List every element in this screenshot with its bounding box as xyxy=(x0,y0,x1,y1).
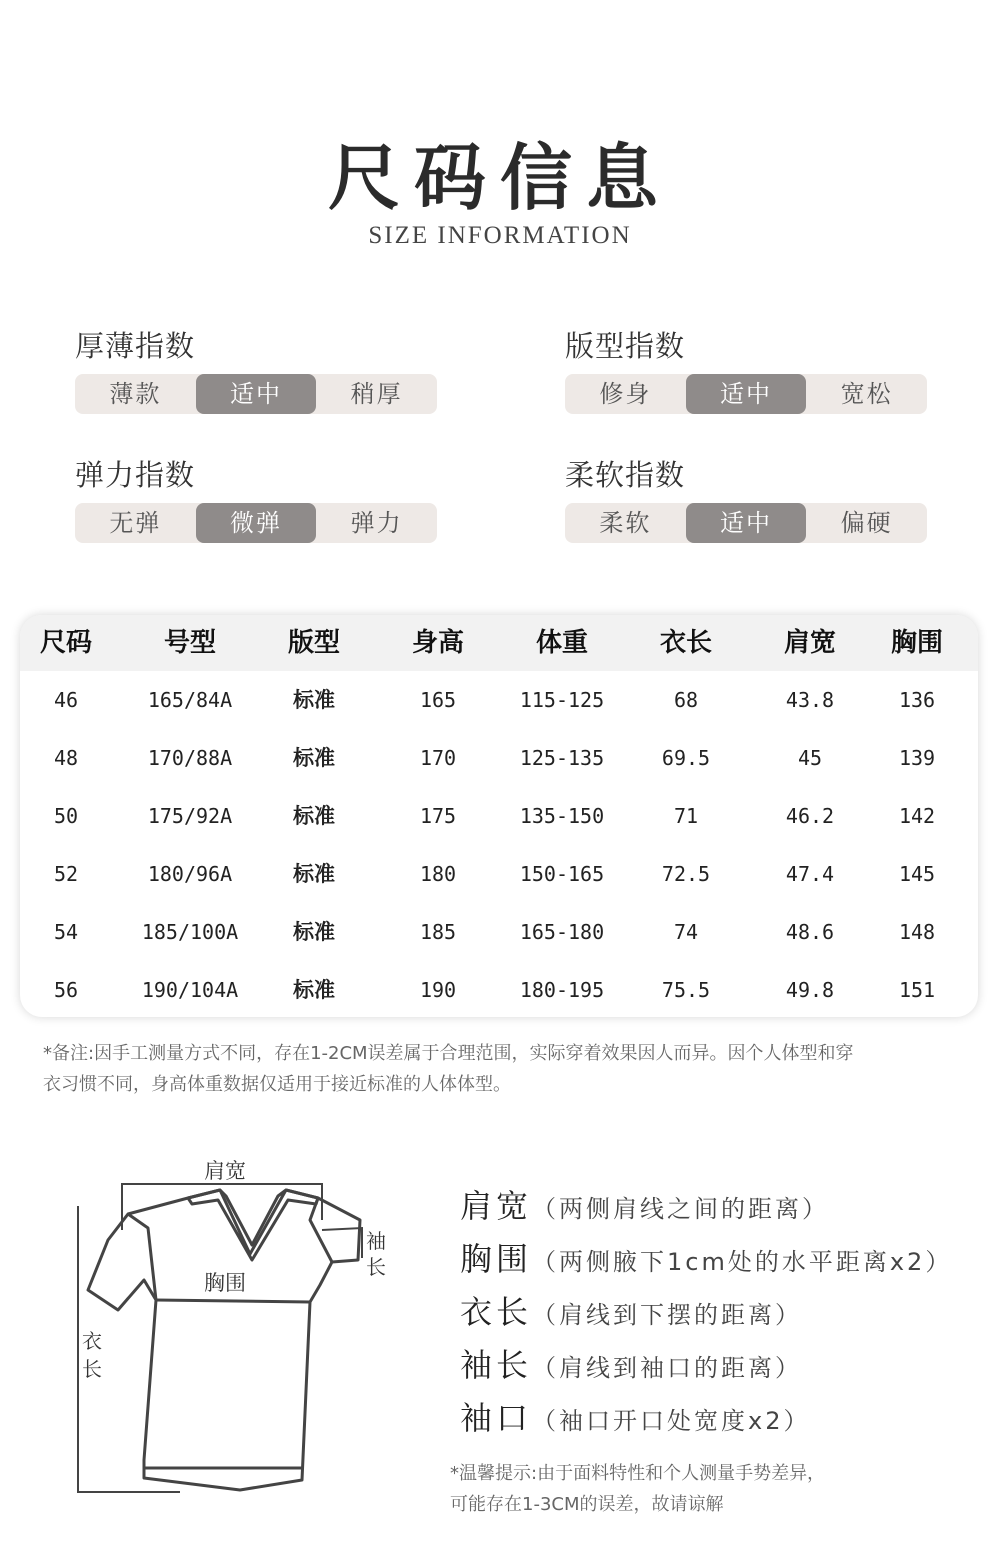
measurement-tip xyxy=(450,1458,970,1520)
table-cell: 标准 xyxy=(293,688,335,712)
index-option-selected: 适中 xyxy=(196,374,317,414)
index-option: 无弹 xyxy=(109,509,162,537)
table-cell: 170 xyxy=(419,746,457,770)
table-cell: 150-165 xyxy=(519,862,605,886)
table-cell: 151 xyxy=(898,978,936,1002)
table-cell: 142 xyxy=(898,804,936,828)
measure-lines xyxy=(78,1184,362,1492)
table-cell: 180/96A xyxy=(147,862,233,886)
table-cell: 标准 xyxy=(293,862,335,886)
sleeve-label-1: 袖 xyxy=(366,1229,386,1253)
index-option-selected: 适中 xyxy=(686,503,807,543)
table-header-cell: 号型 xyxy=(163,628,216,658)
legend-desc: （肩线到下摆的距离） xyxy=(532,1301,803,1329)
table-cell: 71 xyxy=(673,804,699,828)
table-row xyxy=(20,787,978,845)
index-option: 弹力 xyxy=(350,509,403,537)
index-label: 柔软指数 xyxy=(565,458,686,492)
table-header-cell: 衣长 xyxy=(659,628,712,658)
legend-name: 衣长 xyxy=(460,1293,533,1331)
table-cell: 标准 xyxy=(293,978,335,1002)
legend-desc: （两侧腋下1cm处的水平距离x2） xyxy=(532,1248,953,1276)
table-cell: 54 xyxy=(53,920,79,944)
table-cell: 68 xyxy=(673,688,699,712)
index-option: 偏硬 xyxy=(840,509,893,537)
table-cell: 72.5 xyxy=(661,862,711,886)
table-header-cell: 体重 xyxy=(535,628,588,658)
table-row xyxy=(20,671,978,729)
elasticity-index xyxy=(75,455,437,543)
index-option-selected: 微弹 xyxy=(196,503,317,543)
page-subtitle: SIZE INFORMATION xyxy=(368,222,632,249)
table-cell: 75.5 xyxy=(661,978,711,1002)
table-cell: 145 xyxy=(898,862,936,886)
fit-index xyxy=(565,326,927,414)
table-cell: 165-180 xyxy=(519,920,605,944)
index-options xyxy=(75,374,437,414)
legend-desc: （袖口开口处宽度x2） xyxy=(532,1407,811,1435)
legend-name: 袖口 xyxy=(460,1399,533,1437)
table-cell: 46.2 xyxy=(785,804,835,828)
table-cell: 47.4 xyxy=(785,862,835,886)
chest-label: 胸围 xyxy=(204,1271,246,1295)
table-cell: 185/100A xyxy=(141,920,239,944)
table-header-cell: 胸围 xyxy=(890,628,943,658)
tip-line: *温馨提示:由于面料特性和个人测量手势差异， xyxy=(450,1463,826,1484)
softness-index xyxy=(565,455,927,543)
table-cell: 170/88A xyxy=(147,746,233,770)
index-label: 厚薄指数 xyxy=(75,329,196,363)
legend-desc: （肩线到袖口的距离） xyxy=(532,1354,803,1382)
table-cell: 165 xyxy=(419,688,457,712)
table-cell: 115-125 xyxy=(519,688,605,712)
index-option: 宽松 xyxy=(840,380,893,408)
table-cell: 139 xyxy=(898,746,936,770)
table-header-cell: 肩宽 xyxy=(783,628,836,658)
table-cell: 135-150 xyxy=(519,804,605,828)
table-cell: 125-135 xyxy=(519,746,605,770)
length-label-2: 长 xyxy=(82,1357,102,1381)
measurement-legend xyxy=(460,1180,990,1445)
legend-name: 肩宽 xyxy=(460,1187,533,1225)
table-cell: 48 xyxy=(53,746,79,770)
table-cell: 43.8 xyxy=(785,688,835,712)
tshirt-outline xyxy=(88,1190,360,1490)
sleeve-label-2: 长 xyxy=(366,1255,386,1279)
index-option-selected: 适中 xyxy=(686,374,807,414)
table-cell: 52 xyxy=(53,862,79,886)
table-body xyxy=(20,671,978,1017)
table-cell: 175 xyxy=(419,804,457,828)
note-line: *备注:因手工测量方式不同，存在1-2CM误差属于合理范围，实际穿着效果因人而异。因个人体型和穿 xyxy=(43,1043,854,1064)
page-title: 尺码信息 xyxy=(327,136,672,220)
table-cell: 标准 xyxy=(293,746,335,770)
note-line: 衣习惯不同，身高体重数据仅适用于接近标准的人体体型。 xyxy=(43,1074,511,1095)
table-header-cell: 版型 xyxy=(287,628,340,658)
legend-name: 胸围 xyxy=(460,1240,533,1278)
length-label-1: 衣 xyxy=(82,1329,102,1353)
index-options xyxy=(75,503,437,543)
table-cell: 56 xyxy=(53,978,79,1002)
table-cell: 45 xyxy=(797,746,823,770)
index-label: 弹力指数 xyxy=(75,458,196,492)
table-cell: 标准 xyxy=(293,920,335,944)
table-header-row xyxy=(20,615,978,671)
size-note xyxy=(43,1038,963,1100)
table-cell: 190/104A xyxy=(141,978,239,1002)
table-cell: 136 xyxy=(898,688,936,712)
table-cell: 165/84A xyxy=(147,688,233,712)
legend-item xyxy=(460,1286,990,1339)
table-cell: 180 xyxy=(419,862,457,886)
table-cell: 190 xyxy=(419,978,457,1002)
thickness-index xyxy=(75,326,437,414)
legend-item xyxy=(460,1233,990,1286)
table-cell: 50 xyxy=(53,804,79,828)
table-header-cell: 身高 xyxy=(411,628,464,658)
index-option: 薄款 xyxy=(109,380,162,408)
index-option: 修身 xyxy=(599,380,652,408)
table-cell: 180-195 xyxy=(519,978,605,1002)
table-row xyxy=(20,729,978,787)
table-cell: 69.5 xyxy=(661,746,711,770)
tshirt-diagram xyxy=(70,1150,400,1505)
legend-item xyxy=(460,1339,990,1392)
legend-item xyxy=(460,1392,990,1445)
legend-item xyxy=(460,1180,990,1233)
table-row xyxy=(20,903,978,961)
table-cell: 46 xyxy=(53,688,79,712)
tip-line: 可能存在1-3CM的误差，故请谅解 xyxy=(450,1494,724,1515)
index-options xyxy=(565,503,927,543)
table-header-cell: 尺码 xyxy=(39,628,92,658)
size-table xyxy=(20,615,978,1017)
table-row xyxy=(20,845,978,903)
index-label: 版型指数 xyxy=(565,329,686,363)
table-cell: 74 xyxy=(673,920,699,944)
table-cell: 185 xyxy=(419,920,457,944)
legend-desc: （两侧肩线之间的距离） xyxy=(532,1195,830,1223)
legend-name: 袖长 xyxy=(460,1346,533,1384)
index-option: 稍厚 xyxy=(350,380,403,408)
table-cell: 标准 xyxy=(293,804,335,828)
index-options xyxy=(565,374,927,414)
table-cell: 49.8 xyxy=(785,978,835,1002)
table-cell: 48.6 xyxy=(785,920,835,944)
index-option: 柔软 xyxy=(599,509,652,537)
table-row xyxy=(20,961,978,1017)
table-cell: 148 xyxy=(898,920,936,944)
shoulder-label: 肩宽 xyxy=(204,1159,246,1183)
table-cell: 175/92A xyxy=(147,804,233,828)
